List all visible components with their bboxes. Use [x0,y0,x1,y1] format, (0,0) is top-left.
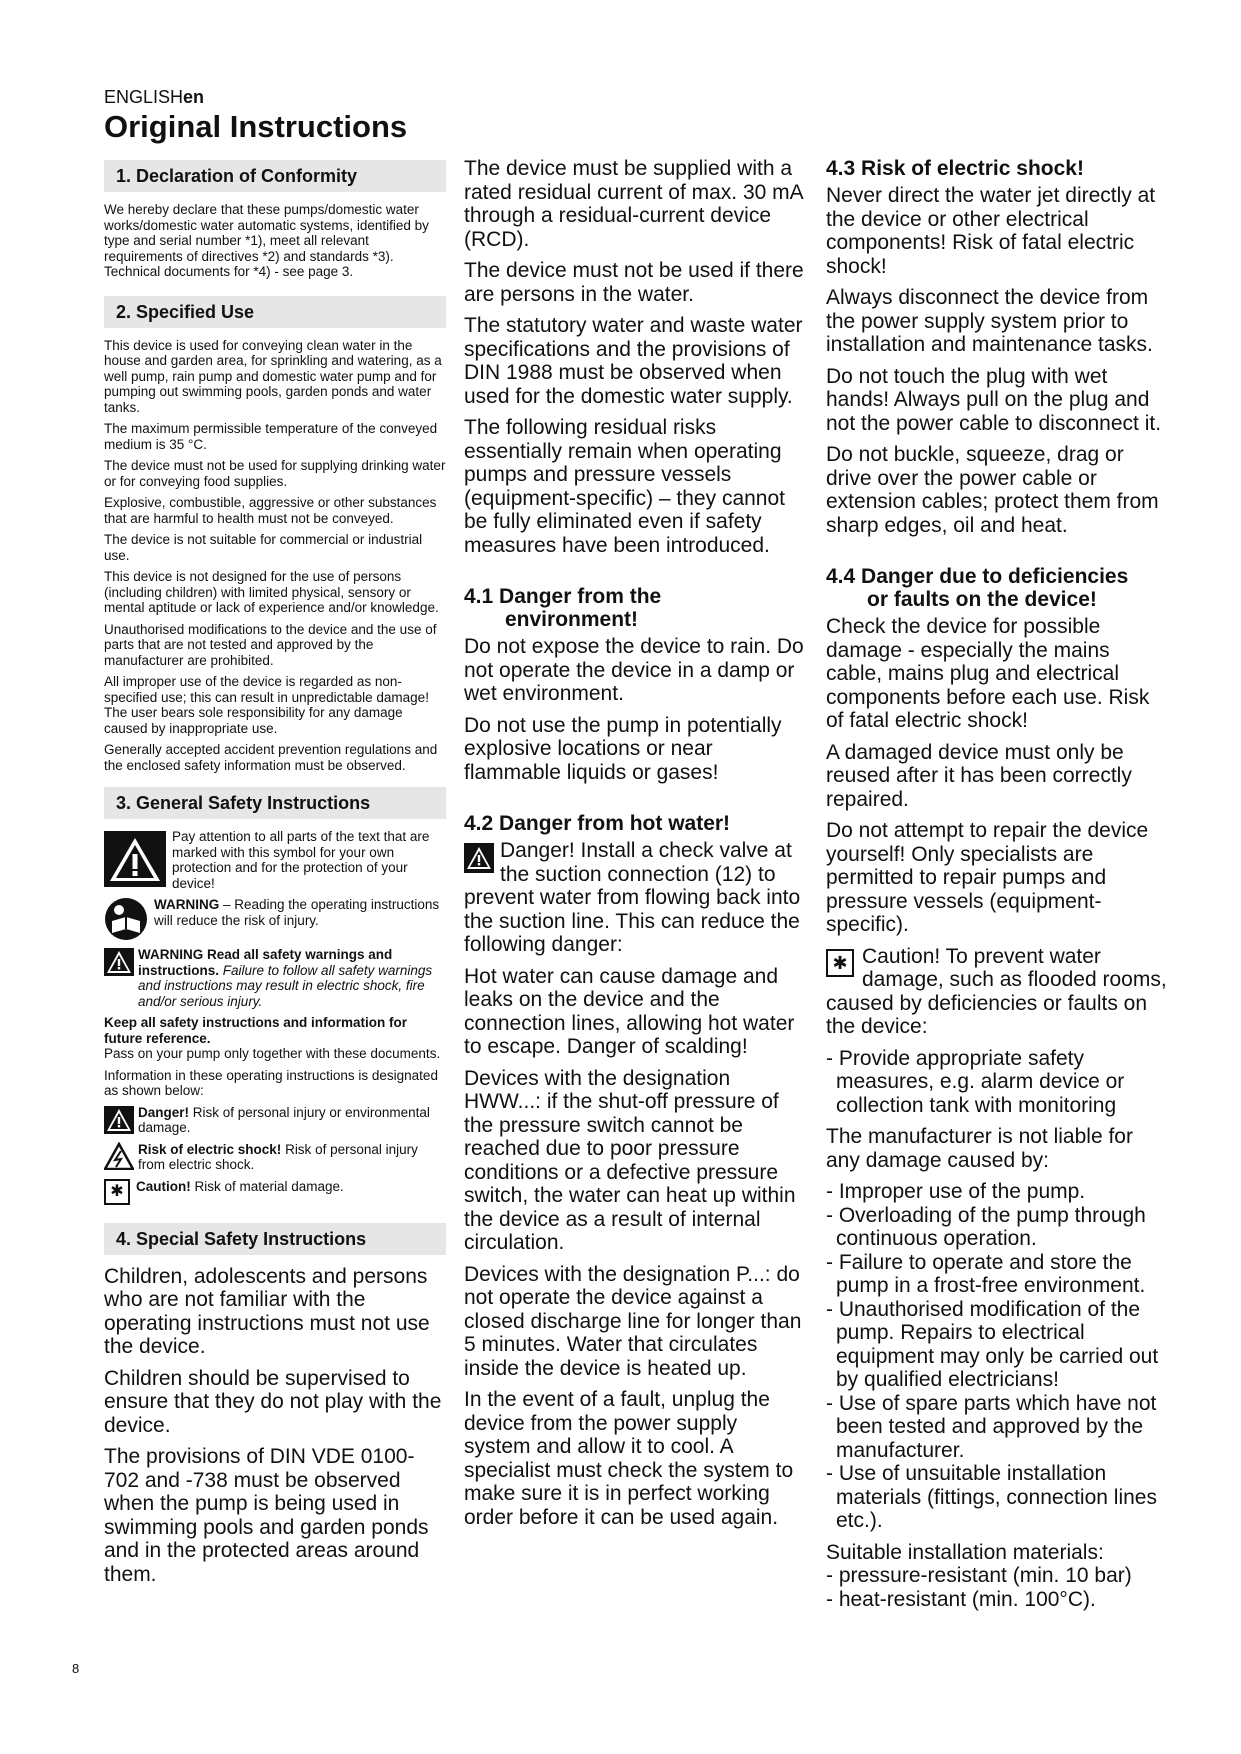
language-label-code: en [183,87,205,107]
page-header [104,86,464,146]
warning-label: WARNING [154,897,220,912]
column-3 [826,157,1171,1619]
symbol-notice-text: Pay attention to all parts of the text that are marked with this symbol for your own protection and for the protection of your device! [172,829,430,891]
read-all-warnings-bold: WARNING Read all safety warnings and instructions. [138,947,393,978]
safety-paragraph: The device must not be used if there are persons in the water. [464,259,804,306]
list-item: - Use of unsuitable installation materials (fittings, connection lines etc.). [826,1462,1157,1532]
environment-paragraph: Do not use the pump in potentially explosive locations or near flammable liquids or gases! [464,713,782,784]
hot-water-paragraph: In the event of a fault, unplug the device from the power supply system and allow it to cool. A specialist must check the system to make sure it is in perfect working order before it can be used again. [464,1388,794,1529]
document-title: Original Instructions [104,109,408,144]
legend-shock-text: Risk of personal injury from electric shock. [138,1141,418,1172]
section-1-heading: 1. Declaration of Conformity [104,160,446,192]
section-1-text: We hereby declare that these pumps/domestic water works/domestic water automatic systems, identified by type and serial number *1), meet all relevant requirements of directives *2) and standards *3). Technical documents for *4) - see page 3. [104,202,429,279]
specified-use-paragraph: Unauthorised modifications to the device and the use of parts that are not tested and approved by the manufacturer are prohibited. [104,621,437,668]
warning-triangle-icon [104,948,134,976]
list-item: - Use of spare parts which have not been tested and approved by the manufacturer. [826,1391,1157,1462]
list-item: - Improper use of the pump. [826,1180,1086,1203]
electric-shock-paragraph: Never direct the water jet directly at the device or other electrical components! Risk of fatal electric shock! [826,184,1156,278]
electric-shock-paragraph: Do not buckle, squeeze, drag or drive over the power cable or extension cables; protect them from sharp edges, oil and heat. [826,443,1159,537]
safety-paragraph: The device must be supplied with a rated residual current of max. 30 mA through a residual-current device (RCD). [464,157,803,251]
hot-water-danger-text: Danger! Install a check valve at the suction connection (12) to prevent water from flowing back into the suction line. This can reduce the following danger: [464,839,801,956]
legend-shock-label: Risk of electric shock! [138,1141,282,1157]
section-4-1-title-line-1: 4.1 Danger from the [464,585,662,608]
measures-list [826,1047,1171,1118]
hot-water-paragraph: Devices with the designation P...: do not operate the device against a closed discharge line for longer than 5 minutes. Water that circulates inside the device is heated up. [464,1262,802,1380]
materials-intro: Suitable installation materials: [826,1540,1104,1564]
section-4-heading: 4. Special Safety Instructions [104,1223,446,1255]
read-manual-icon [104,897,148,941]
list-item: - Failure to operate and store the pump in a frost-free environment. [826,1250,1146,1297]
legend-electric-shock [104,1142,446,1173]
caution-icon: ✱ [104,1179,130,1205]
section-4-2-title: 4.2 Danger from hot water! [464,812,731,835]
environment-paragraph: Do not expose the device to rain. Do not operate the device in a damp or wet environment. [464,635,804,705]
section-3-heading: 3. General Safety Instructions [104,787,446,819]
legend-danger-label: Danger! [138,1104,190,1120]
legend-caution-text: Risk of material damage. [190,1178,344,1194]
warning-triangle-icon [464,843,494,873]
materials-list [826,1564,1171,1611]
special-safety-paragraph: Children, adolescents and persons who are not familiar with the operating instructions must not use the device. [104,1264,430,1358]
safety-paragraph: The following residual risks essentially remain when operating pumps and pressure vessels (equipment-specific) – they cannot be fully eliminated even if safety measures have been introduced. [464,416,785,557]
water-damage-caution-text: Caution! To prevent water damage, such as flooded rooms, caused by deficiencies or faults on the device: [826,944,1167,1038]
deficiency-paragraph: Check the device for possible damage - especially the mains cable, mains plug and electrical components before each use. Risk of fatal electric shock! [826,615,1150,732]
specified-use-paragraph: This device is used for conveying clean water in the house and garden area, for sprinkling and watering, as a well pump, rain pump and domestic water pump and for pumping out swimming pools, garden ponds and water tanks. [104,337,442,415]
keep-instructions-text: Pass on your pump only together with these documents. [104,1046,441,1061]
section-4-1-title-line-2: environment! [505,608,639,631]
legend-danger-text: Risk of personal injury or environmental damage. [138,1104,430,1135]
hot-water-danger-notice [464,839,806,957]
deficiency-paragraph: A damaged device must only be reused after it has been correctly repaired. [826,740,1132,811]
specified-use-paragraph: All improper use of the device is regarded as non-specified use; this can result in unpredictable damage! The user bears sole responsibility for any damage caused by inappropriate use. [104,674,429,736]
section-2-heading: 2. Specified Use [104,296,446,328]
language-label [104,86,464,108]
caution-icon: ✱ [826,949,854,977]
read-all-warnings-italic: Failure to follow all safety warnings and instructions may result in electric shock, fire and/or serious injury. [138,962,433,1009]
specified-use-paragraph: Explosive, combustible, aggressive or other substances that are harmful to health must not be conveyed. [104,495,437,526]
special-safety-paragraph: The provisions of DIN VDE 0100-702 and -738 must be observed when the pump is being used in swimming pools and garden ponds and in the protected areas around them. [104,1445,429,1586]
electric-shock-paragraph: Always disconnect the device from the power supply system prior to installation and maintenance tasks. [826,286,1153,356]
deficiency-paragraph: Do not attempt to repair the device yourself! Only specialists are permitted to repair pumps and pressure vessels (equipment-specific). [826,819,1149,936]
language-label-plain: ENGLISH [104,87,184,107]
list-item: - Provide appropriate safety measures, e.g. alarm device or collection tank with monitoring [826,1046,1125,1117]
safety-paragraph: The statutory water and waste water specifications and the provisions of DIN 1988 must be observed when used for the domestic water supply. [464,314,803,408]
water-damage-caution-notice [826,945,1171,1039]
warning-text: – Reading the operating instructions will reduce the risk of injury. [154,897,440,928]
specified-use-paragraph: Generally accepted accident prevention regulations and the enclosed safety information must be observed. [104,742,438,773]
hot-water-paragraph: Hot water can cause damage and leaks on the device and the connection lines, allowing hot water to escape. Danger of scalding! [464,964,795,1058]
section-4-4-title-line-2: or faults on the device! [867,588,1097,611]
symbol-notice [104,829,446,891]
specified-use-paragraph: The maximum permissible temperature of the conveyed medium is 35 °C. [104,421,438,452]
read-all-warnings [104,947,446,1009]
warning-triangle-icon [104,1106,134,1134]
liability-list [826,1180,1171,1533]
list-item: - Unauthorised modification of the pump. Repairs to electrical equipment may only be carried out by qualified electricians! [826,1297,1159,1391]
section-4-4-title [826,565,1171,611]
hot-water-paragraph: Devices with the designation HWW...: if the shut-off pressure of the pressure switch cannot be reached due to poor pressure conditions or a defective pressure switch, the water can heat up within the device as a result of internal circulation. [464,1066,796,1254]
specified-use-paragraph: This device is not designed for the use of persons (including children) with limited physical, sensory or mental aptitude or lack of experience and/or knowledge. [104,569,439,615]
electric-shock-icon [104,1142,134,1170]
legend-danger [104,1105,446,1136]
list-item: - pressure-resistant (min. 10 bar) [826,1564,1132,1587]
legend-caution-label: Caution! [136,1178,191,1194]
specified-use-paragraph: The device is not suitable for commercial or industrial use. [104,532,423,563]
column-2 [464,157,806,1537]
liability-intro: The manufacturer is not liable for any damage caused by: [826,1125,1133,1172]
legend-caution [104,1179,446,1205]
section-4-4-title-line-1: 4.4 Danger due to deficiencies [826,565,1129,588]
list-item: - heat-resistant (min. 100°C). [826,1587,1096,1611]
column-1 [104,160,446,1594]
page-number: 8 [72,1661,80,1676]
info-designation-text: Information in these operating instructions is designated as shown below: [104,1067,438,1098]
specified-use-paragraph: The device must not be used for supplying drinking water or for conveying food supplies. [104,458,446,489]
section-4-1-title [464,585,806,631]
electric-shock-paragraph: Do not touch the plug with wet hands! Always pull on the plug and not the power cable to disconnect it. [826,364,1162,435]
section-4-3-title: 4.3 Risk of electric shock! [826,157,1084,180]
read-manual-warning [104,897,446,941]
list-item: - Overloading of the pump through continuous operation. [826,1203,1146,1250]
warning-triangle-icon [104,831,166,887]
special-safety-paragraph: Children should be supervised to ensure that they do not play with the device. [104,1366,442,1437]
keep-instructions-bold: Keep all safety instructions and information for future reference. [104,1015,408,1046]
